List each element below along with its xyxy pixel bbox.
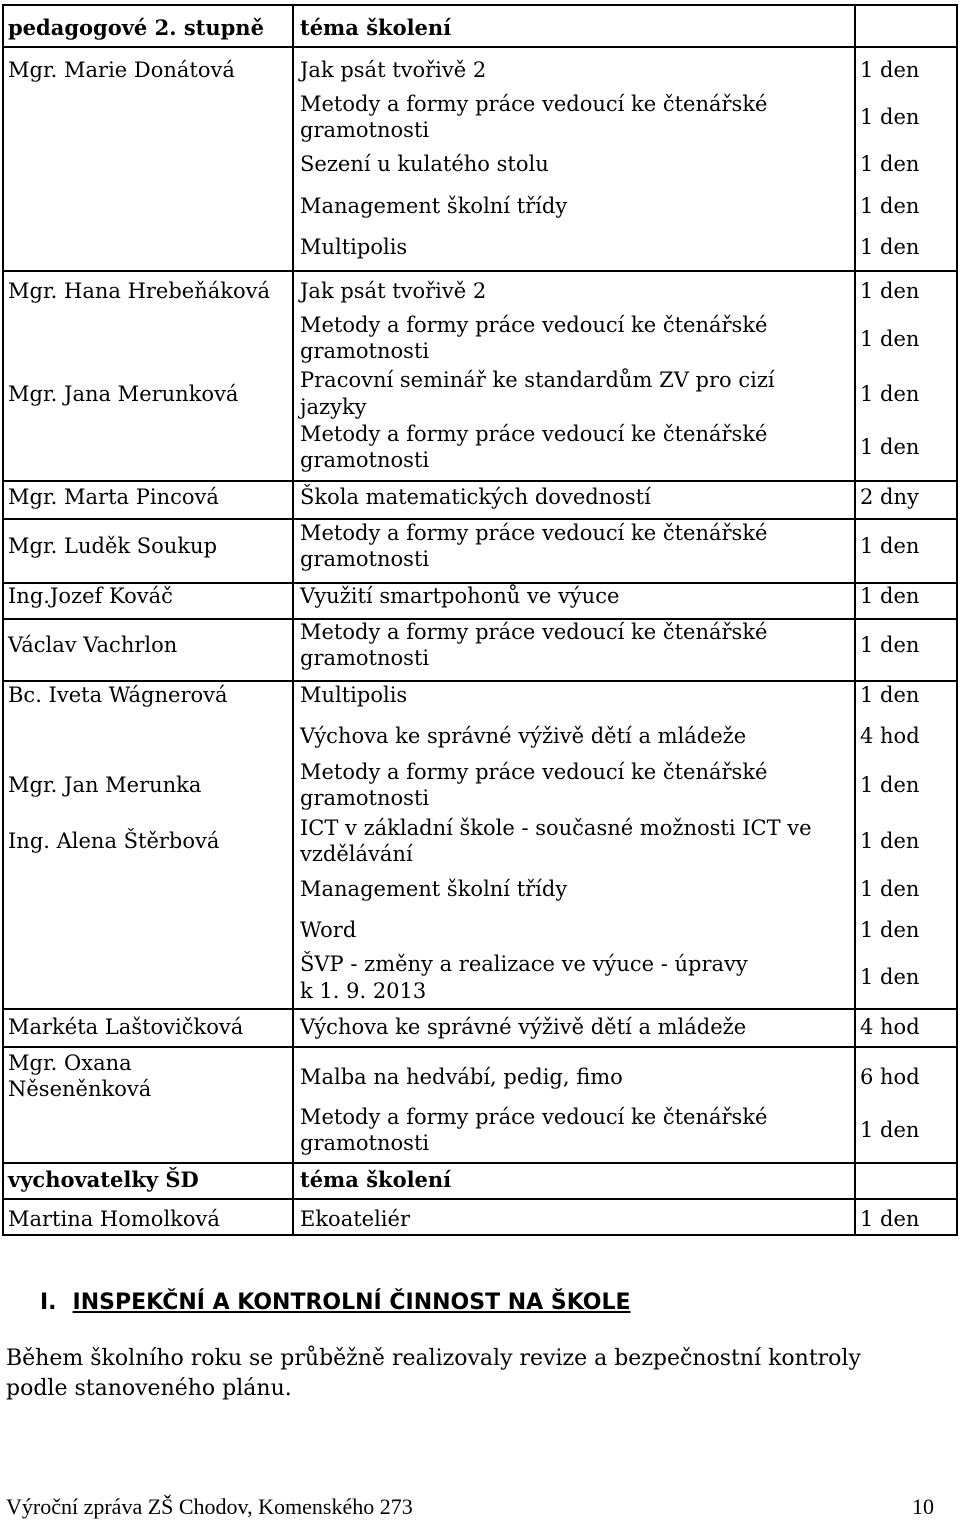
name-kovac: Ing.Jozef Kováč <box>8 584 173 608</box>
topic-7a: Metody a formy práce vedoucí ke čtenářské <box>300 313 768 337</box>
topic-21: Výchova ke správné výživě dětí a mládeže <box>300 1015 747 1039</box>
topic-22: Malba na hedvábí, pedig, fimo <box>300 1065 623 1089</box>
section-paragraph <box>6 1344 954 1404</box>
topic-16a: Metody a formy práce vedoucí ke čtenářské <box>300 760 768 784</box>
topic-23b: gramotnosti <box>300 1131 430 1155</box>
header-col1-label: pedagogové 2. stupně <box>8 15 264 40</box>
duration-3: 1 den <box>860 152 920 176</box>
header-col2-label: téma školení <box>300 15 452 40</box>
topic-6: Jak psát tvořivě 2 <box>300 279 487 303</box>
topic-13a: Metody a formy práce vedoucí ke čtenářské <box>300 620 768 644</box>
name-wagnerova: Bc. Iveta Wágnerová <box>8 683 228 707</box>
name-hrebenakova: Mgr. Hana Hrebeňáková <box>8 279 271 303</box>
name-pincova: Mgr. Marta Pincová <box>8 485 219 509</box>
topic-23a: Metody a formy práce vedoucí ke čtenářské <box>300 1105 768 1129</box>
duration-11: 1 den <box>860 534 920 558</box>
duration-9: 1 den <box>860 435 920 459</box>
name-vachrlon: Václav Vachrlon <box>8 633 178 657</box>
section-heading <box>40 1290 631 1315</box>
paragraph-line-2: podle stanoveného plánu. <box>6 1376 292 1401</box>
duration-13: 1 den <box>860 633 920 657</box>
duration-23: 1 den <box>860 1118 920 1142</box>
topic-8b: jazyky <box>300 395 367 419</box>
name-neseněnkova-line1: Mgr. Oxana <box>8 1051 132 1075</box>
paragraph-line-1: Během školního roku se průběžně realizovaly revize a bezpečnostní kontroly <box>6 1346 861 1371</box>
name-lastovickova: Markéta Laštovičková <box>8 1015 244 1039</box>
name-merunkova: Mgr. Jana Merunková <box>8 382 239 406</box>
duration-4: 1 den <box>860 194 920 218</box>
topic-20b: k 1. 9. 2013 <box>300 979 427 1003</box>
sd-header-col2-label: téma školení <box>300 1167 452 1192</box>
section-number: I. <box>40 1290 57 1315</box>
topic-9a: Metody a formy práce vedoucí ke čtenářské <box>300 422 768 446</box>
topic-20a: ŠVP - změny a realizace ve výuce - úpravy <box>300 952 748 976</box>
duration-1: 1 den <box>860 58 920 82</box>
header-cell-col3 <box>854 4 958 48</box>
name-merunka: Mgr. Jan Merunka <box>8 773 202 797</box>
topic-3: Sezení u kulatého stolu <box>300 152 549 176</box>
footer-text: Výroční zpráva ZŠ Chodov, Komenského 273 <box>6 1494 413 1519</box>
duration-24: 1 den <box>860 1207 920 1231</box>
topic-24: Ekoateliér <box>300 1207 410 1231</box>
topic-17a: ICT v základní škole - současné možnosti ICT ve <box>300 816 812 840</box>
duration-14: 1 den <box>860 683 920 707</box>
name-homolkova: Martina Homolková <box>8 1207 220 1231</box>
topic-15: Výchova ke správné výživě dětí a mládeže <box>300 724 747 748</box>
sd-header-cell-col3 <box>854 1162 958 1200</box>
name-neseněnkova-line2: Něseněnková <box>8 1077 152 1101</box>
topic-2b: gramotnosti <box>300 118 430 142</box>
duration-6: 1 den <box>860 279 920 303</box>
duration-8: 1 den <box>860 382 920 406</box>
duration-17: 1 den <box>860 829 920 853</box>
duration-2: 1 den <box>860 105 920 129</box>
duration-20: 1 den <box>860 965 920 989</box>
topic-17b: vzdělávání <box>300 842 413 866</box>
topic-11a: Metody a formy práce vedoucí ke čtenářské <box>300 521 768 545</box>
topic-13b: gramotnosti <box>300 646 430 670</box>
topic-1: Jak psát tvořivě 2 <box>300 58 487 82</box>
duration-18: 1 den <box>860 877 920 901</box>
topic-10: Škola matematických dovedností <box>300 485 651 509</box>
topic-7b: gramotnosti <box>300 339 430 363</box>
topic-5: Multipolis <box>300 235 408 259</box>
duration-21: 4 hod <box>860 1015 920 1039</box>
topic-16b: gramotnosti <box>300 786 430 810</box>
duration-12: 1 den <box>860 584 920 608</box>
section-title: INSPEKČNÍ A KONTROLNÍ ČINNOST NA ŠKOLE <box>72 1290 631 1315</box>
page-number: 10 <box>912 1494 934 1519</box>
sd-header-col1-label: vychovatelky ŠD <box>8 1167 199 1192</box>
topic-9b: gramotnosti <box>300 448 430 472</box>
duration-19: 1 den <box>860 918 920 942</box>
topic-4: Management školní třídy <box>300 194 568 218</box>
topic-2a: Metody a formy práce vedoucí ke čtenářské <box>300 92 768 116</box>
name-sterbova: Ing. Alena Štěrbová <box>8 829 220 853</box>
topic-8a: Pracovní seminář ke standardům ZV pro cizí <box>300 368 775 392</box>
duration-15: 4 hod <box>860 724 920 748</box>
topic-12: Využití smartpohonů ve výuce <box>300 584 620 608</box>
name-soukup: Mgr. Luděk Soukup <box>8 534 218 558</box>
duration-10: 2 dny <box>860 485 919 509</box>
duration-5: 1 den <box>860 235 920 259</box>
duration-22: 6 hod <box>860 1065 920 1089</box>
name-donatova: Mgr. Marie Donátová <box>8 58 235 82</box>
topic-18: Management školní třídy <box>300 877 568 901</box>
topic-14: Multipolis <box>300 683 408 707</box>
topic-11b: gramotnosti <box>300 547 430 571</box>
duration-7: 1 den <box>860 327 920 351</box>
duration-16: 1 den <box>860 773 920 797</box>
topic-19: Word <box>300 918 357 942</box>
